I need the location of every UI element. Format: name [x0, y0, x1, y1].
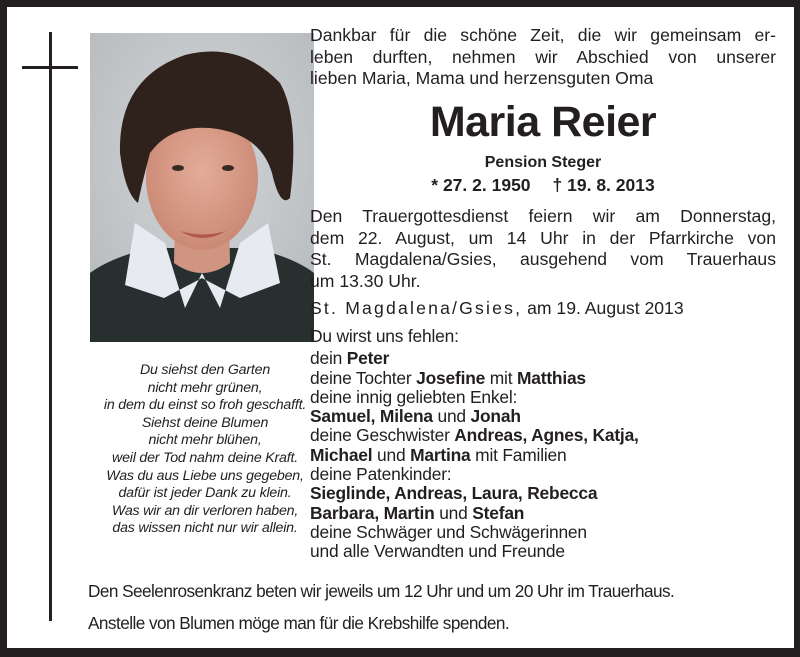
mourner-line — [310, 349, 776, 368]
intro-paragraph — [310, 25, 776, 90]
mourner-name: Samuel, Milena — [310, 406, 433, 427]
poem-line: nicht mehr blühen, — [148, 432, 262, 449]
memorial-poem — [80, 362, 330, 538]
portrait-photo — [90, 33, 314, 342]
mourner-line — [310, 407, 776, 426]
poem-line: das wissen nicht nur wir allein. — [112, 520, 298, 537]
mourner-relation: dein — [310, 348, 347, 369]
place-name: St. Magdalena/Gsies, — [310, 298, 523, 318]
mourner-line — [310, 504, 776, 523]
place-and-date — [310, 297, 776, 319]
poem-line: in dem du einst so froh geschafft. — [103, 397, 307, 414]
mourner-name: Michael — [310, 444, 373, 465]
intro-line: Dankbar für die schöne Zeit, die wir gemeinsam er- — [310, 25, 776, 45]
life-dates — [310, 174, 776, 196]
mourner-line — [310, 542, 776, 561]
mourner-line — [310, 369, 776, 388]
mourner-relation: deine Schwäger und Schwägerinnen — [310, 521, 587, 542]
death-date: † 19. 8. 2013 — [552, 175, 655, 195]
mourner-name: Josefine — [416, 367, 486, 388]
mourner-relation: deine innig geliebten Enkel: — [310, 386, 518, 407]
deceased-subtitle: Pension Steger — [484, 154, 602, 171]
mourner-relation: deine Geschwister — [310, 425, 455, 446]
obituary-notice — [7, 7, 794, 648]
mourner-name: Barbara, Martin — [310, 502, 435, 523]
mourner-relation: mit Familien — [470, 444, 567, 465]
portrait-image — [90, 33, 314, 342]
poem-line: dafür ist jeder Dank zu klein. — [118, 485, 292, 502]
mourner-line — [310, 388, 776, 407]
mourner-name: Jonah — [470, 406, 521, 427]
birth-date: * 27. 2. 1950 — [431, 175, 531, 195]
mourner-relation: und — [432, 406, 471, 427]
poem-line: Was wir an dir verloren haben, — [111, 502, 299, 519]
mourner-line — [310, 465, 776, 484]
cross-icon — [49, 32, 52, 621]
intro-line: lieben Maria, Mama und herzensguten Oma — [310, 68, 654, 89]
service-line: St. Magdalena/Gsies, ausgehend vom Trauerhaus — [310, 249, 776, 270]
mourner-line — [310, 426, 776, 445]
deceased-name: Maria Reier — [429, 98, 657, 146]
mourners-list — [310, 327, 776, 562]
poem-line: Du siehst den Garten — [139, 362, 271, 378]
poem-line: Siehst deine Blumen — [141, 414, 269, 431]
poem-line: Was du aus Liebe uns gegeben, — [106, 467, 304, 484]
poem-line: weil der Tod nahm deine Kraft. — [112, 449, 298, 466]
mourner-name: Andreas, Agnes, Katja, — [454, 425, 639, 446]
service-line: Den Trauergottesdienst feiern wir am Donnerstag, — [310, 206, 776, 226]
mourner-lines — [310, 349, 776, 561]
poem-line: nicht mehr grünen, — [147, 379, 263, 396]
cross-icon-bar — [22, 66, 78, 69]
mourner-name: Martina — [410, 444, 471, 465]
mourners-heading: Du wirst uns fehlen: — [310, 326, 459, 346]
mourner-name: Peter — [346, 348, 390, 369]
service-line: dem 22. August, um 14 Uhr in der Pfarrkirche von — [310, 227, 776, 248]
mourner-relation: mit — [485, 367, 517, 388]
funeral-service-info — [310, 206, 776, 292]
mourner-relation: und alle Verwandten und Freunde — [310, 541, 565, 562]
mourner-relation: deine Tochter — [310, 367, 417, 388]
mourner-line — [310, 446, 776, 465]
mourner-relation: deine Patenkinder: — [310, 464, 452, 485]
rosary-info: Den Seelenrosenkranz beten wir jeweils um 12 Uhr und um 20 Uhr im Trauerhaus. — [88, 581, 675, 601]
mourner-relation: und — [372, 444, 411, 465]
notice-date: am 19. August 2013 — [522, 298, 684, 318]
mourner-line — [310, 484, 776, 503]
mourner-name: Matthias — [516, 367, 586, 388]
service-line: um 13.30 Uhr. — [310, 270, 421, 291]
mourner-name: Stefan — [472, 502, 525, 523]
intro-line: leben durften, nehmen wir Abschied von unserer — [310, 46, 776, 67]
mourner-name: Sieglinde, Andreas, Laura, Rebecca — [310, 483, 598, 504]
mourner-line — [310, 523, 776, 542]
mourner-relation: und — [434, 502, 473, 523]
donation-request: Anstelle von Blumen möge man für die Krebshilfe spenden. — [88, 613, 510, 633]
